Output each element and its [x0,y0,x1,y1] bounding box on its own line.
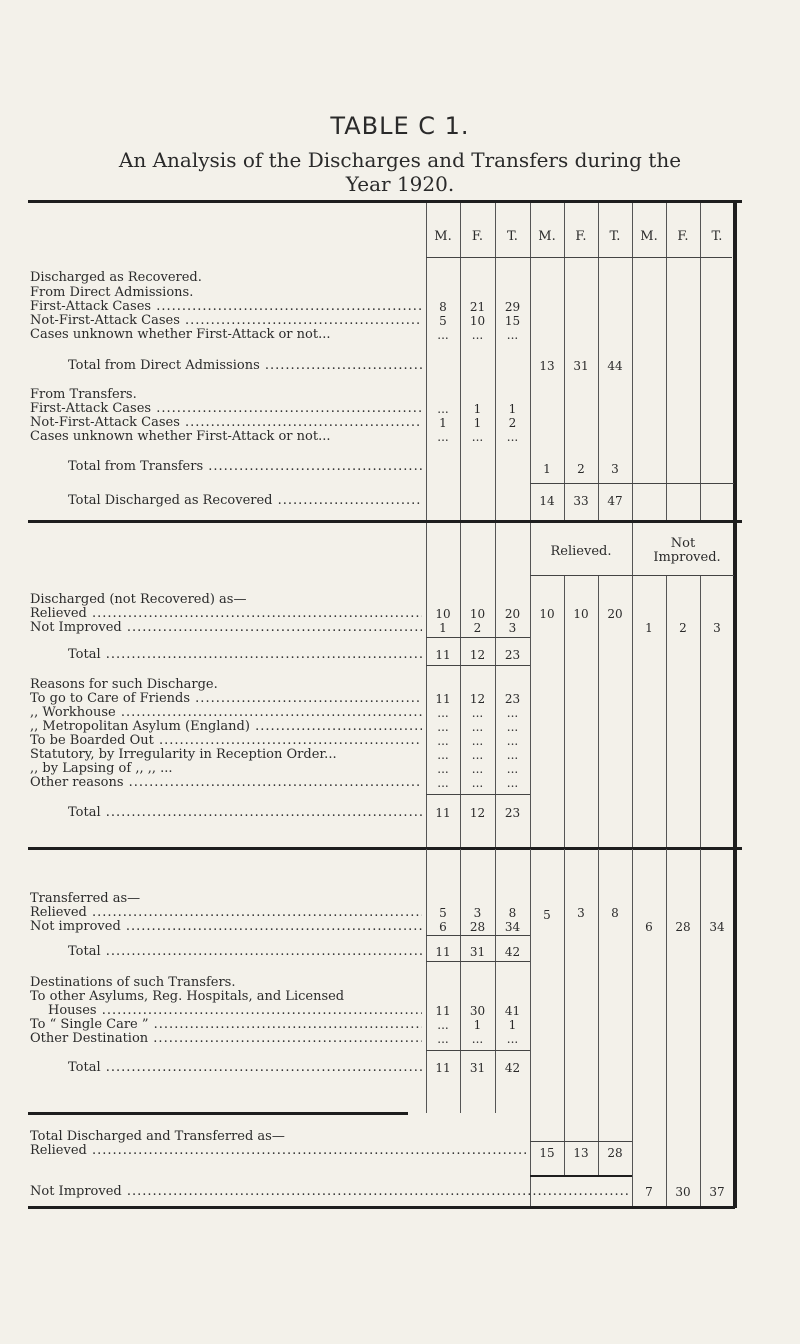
total-m: 11 [435,806,451,820]
column-divider [666,849,667,1208]
cell-t: ... [506,748,519,762]
column-divider [666,575,667,847]
reason-label: Statutory, by Irregularity in Reception Order... [30,748,337,762]
section-discharged-not-recovered [28,523,742,849]
table-title: TABLE C 1. [330,112,470,140]
column-divider [564,849,565,1175]
cell-m: ... [437,1032,449,1046]
not-improved-m: 6 [645,920,653,934]
cell-f: ... [471,762,484,776]
final-heading: Total Discharged and Transferred as— [30,1129,285,1144]
grand-total-m: 14 [539,494,555,508]
cell-m: 5 [439,906,447,920]
total-t: 23 [504,648,521,662]
total-t: 23 [504,806,521,820]
sum-rule [426,961,530,962]
reasons-heading: Reasons for such Discharge. [30,677,218,692]
total-m: 1 [543,462,551,476]
subtitle-line-1: An Analysis of the Discharges and Transfers during the [118,148,682,172]
cell-m: 5 [439,314,447,328]
column-divider [666,203,667,520]
reason-label: ,, Metropolitan Asylum (England) ..... [30,720,422,734]
cell-m: ... [437,402,449,416]
group-header-not-improved-2: Improved. [653,550,721,565]
not-improved-m: 1 [645,621,653,635]
column-divider [530,523,531,847]
cell-m: ... [437,776,449,790]
subtitle-line-2: Year 1920. [345,172,455,196]
sum-rule [530,483,734,484]
cell-f: ... [471,776,484,790]
row-label: Not-First-Attack Cases ..... [30,314,422,328]
reason-label: Other reasons ..... [30,776,422,790]
cell-f: ... [471,706,484,720]
final-relieved-t: 28 [607,1146,623,1160]
section-rule [28,1112,408,1115]
column-divider [426,523,427,847]
cell-m: ... [437,762,449,776]
column-divider [700,849,701,1208]
cell-m: 1 [439,621,447,635]
cell-m: 6 [439,920,447,934]
cell-m: 8 [439,300,447,314]
cell-f: 1 [473,1018,482,1032]
total-f: 2 [577,462,585,476]
cell-t: 1 [508,1018,517,1032]
cell-t: ... [506,706,519,720]
section-heading: Discharged as Recovered. [30,270,202,285]
sum-rule [426,1050,530,1051]
cell-f: ... [471,748,484,762]
cell-t: ... [506,328,519,342]
sum-rule [530,1175,632,1177]
row-label: Cases unknown whether First-Attack or not... [30,430,331,444]
header-t: T. [711,229,723,244]
row-label: Cases unknown whether First-Attack or not... [30,328,331,342]
total-m: 11 [435,1061,451,1075]
cell-f: ... [471,430,484,444]
sum-rule [426,935,530,936]
subsection-heading: From Direct Admissions. [30,285,194,300]
sum-rule [530,1141,632,1142]
cell-t: 23 [504,692,521,706]
header-m: M. [434,229,452,244]
cell-t: 8 [508,906,517,920]
section-recovered [28,200,742,522]
cell-t: 34 [504,920,521,934]
reason-label: ,, by Lapsing of ,, ,, ... [30,762,173,776]
reason-label: To be Boarded Out ..... [30,734,422,748]
cell-m: 1 [439,416,447,430]
cell-f: 28 [469,920,486,934]
reason-label: ,, Workhouse ..... [30,706,422,720]
total-t: 3 [611,462,619,476]
cell-m: ... [437,430,449,444]
cell-t: ... [506,734,519,748]
cell-t: ... [506,1032,519,1046]
final-not-improved-m: 7 [645,1185,653,1199]
total-t: 42 [504,1061,521,1075]
bottom-rule [28,1206,735,1209]
sum-rule [426,637,530,638]
destination-label: Other Destination ..... [30,1032,422,1046]
column-divider [460,523,461,847]
cell-m: ... [437,748,449,762]
sum-rule [426,665,530,666]
sum-rule [426,794,530,795]
grand-total-f: 33 [573,494,589,508]
relieved-f: 3 [577,906,585,920]
cell-m: ... [437,1018,449,1032]
cell-t: ... [506,430,519,444]
header-m: M. [640,229,658,244]
cell-f: ... [471,720,484,734]
cell-f: 3 [473,906,482,920]
cell-m: 11 [435,1004,451,1018]
total-f: 31 [469,945,486,959]
final-relieved-f: 13 [573,1146,589,1160]
total-m: 11 [435,648,451,662]
cell-f: 2 [473,621,482,635]
not-improved-t: 3 [713,621,721,635]
header-m: M. [538,229,556,244]
total-f: 12 [469,806,486,820]
column-divider [632,849,633,1208]
column-divider [598,849,599,1175]
relieved-t: 8 [611,906,619,920]
destination-label: To “ Single Care ” ..... [30,1018,422,1032]
total-label: Total ..... [68,1061,422,1075]
cell-f: 30 [469,1004,486,1018]
cell-m: ... [437,734,449,748]
cell-t: 1 [508,402,517,416]
total-t: 42 [504,945,521,959]
row-label-relieved: Relieved ..... [30,906,422,920]
header-t: T. [507,229,518,244]
group-header-not-improved-1: Not [670,536,696,551]
column-divider [426,203,427,520]
total-label: Total from Transfers ..... [68,460,422,474]
cell-f: 1 [473,402,482,416]
row-label-relieved: Relieved ..... [30,607,422,621]
final-relieved-m: 15 [539,1146,555,1160]
row-label: Not-First-Attack Cases ..... [30,416,422,430]
final-not-improved-t: 37 [709,1185,725,1199]
not-improved-t: 34 [709,920,725,934]
cell-m: ... [437,706,449,720]
total-f: 31 [469,1061,486,1075]
cell-t: ... [506,720,519,734]
section-heading: Transferred as— [30,891,141,906]
total-m: 13 [539,359,555,373]
row-label-not-improved: Not improved ..... [30,920,422,934]
not-improved-f: 28 [675,920,691,934]
cell-m: ... [437,328,449,342]
row-label: First-Attack Cases ..... [30,402,422,416]
total-label: Total ..... [68,945,422,959]
row-label-not-improved: Not Improved ..... [30,621,422,635]
cell-f: 12 [469,692,486,706]
row-label: First-Attack Cases ..... [30,300,422,314]
cell-t: 29 [504,300,521,314]
header-f: F. [575,229,587,244]
column-divider [632,203,633,520]
cell-f: ... [471,328,484,342]
cell-f: 10 [469,314,486,328]
header-f: F. [471,229,484,244]
column-divider [632,523,633,847]
section-heading: Discharged (not Recovered) as— [30,592,247,607]
group-header-relieved: Relieved. [550,544,612,559]
cell-f: ... [471,1032,484,1046]
cell-m: 10 [435,607,451,621]
grand-total-t: 47 [607,494,623,508]
final-not-improved-f: 30 [675,1185,691,1199]
table-subtitle [0,148,800,196]
cell-m: 11 [435,692,451,706]
header-t: T. [609,229,621,244]
subsection-heading: From Transfers. [30,387,137,402]
not-improved-f: 2 [679,621,687,635]
group-header-rule [530,575,734,576]
relieved-m: 5 [543,908,551,922]
cell-t: 3 [508,621,517,635]
cell-m: ... [437,720,449,734]
grand-total-label: Total Discharged as Recovered ..... [68,494,422,508]
total-f: 31 [573,359,589,373]
cell-f: 1 [473,416,482,430]
cell-t: 41 [504,1004,521,1018]
total-label: Total from Direct Admissions ..... [68,359,422,373]
destination-line: To other Asylums, Reg. Hospitals, and Licensed [30,989,345,1004]
total-m: 11 [435,945,451,959]
total-f: 12 [469,648,486,662]
cell-t: 20 [504,607,521,621]
total-label: Total ..... [68,648,422,662]
cell-t: ... [506,762,519,776]
section-transferred [28,849,742,1199]
cell-t: ... [506,776,519,790]
header-f: F. [677,229,689,244]
final-relieved-label: Relieved ..... [30,1144,526,1158]
top-rule [28,200,742,203]
column-divider [700,575,701,847]
column-divider [495,203,496,520]
cell-t: 2 [508,416,517,430]
relieved-t: 20 [607,607,623,621]
total-label: Total ..... [68,806,422,820]
cell-f: 10 [469,607,486,621]
column-divider [495,523,496,847]
total-t: 44 [607,359,623,373]
relieved-m: 10 [539,607,555,621]
reason-label: To go to Care of Friends ..... [30,692,422,706]
cell-f: 21 [469,300,486,314]
header-rule [426,257,732,258]
column-divider [700,203,701,520]
destinations-heading: Destinations of such Transfers. [30,975,236,990]
destination-label: Houses ..... [48,1004,422,1018]
relieved-f: 10 [573,607,589,621]
final-not-improved-label: Not Improved ..... [30,1185,628,1199]
cell-t: 15 [504,314,521,328]
cell-f: ... [471,734,484,748]
column-divider [460,203,461,520]
